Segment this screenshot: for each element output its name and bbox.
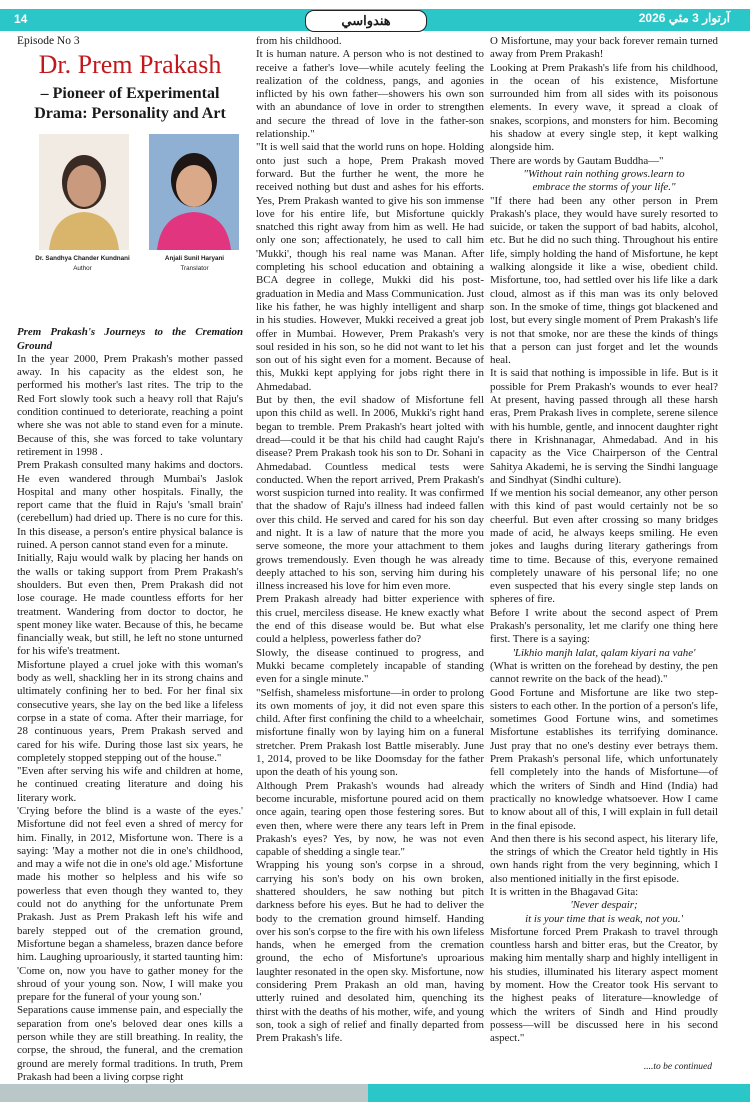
footer-bar bbox=[0, 1084, 750, 1102]
paragraph: (What is written on the forehead by destiny, the pen cannot rewrite on the back of the head)." bbox=[490, 659, 718, 686]
paragraph: There are words by Gautam Buddha—" bbox=[490, 154, 664, 167]
paragraph: "It is well said that the world runs on hope. Holding onto just such a hope, Prem Prakash moved forward. But the further he went, the more he received nothing but dust and ashes for his efforts. Yes, Prem Prakash wanted to give his son immense love for his entire life, but Misfortune quickly snatched this right away from him as well. He had only one son; affectionately, he used to call him 'Mukki', though his real name was Manan. After completing his school education and obtaining a BCA degree in college, Mukki did his post-graduation in Media and Mass Communication. Just like his father, he was highly intelligent and sharp in his studies. However, Mukki received a great job offer in Mumbai. However, Prem Prakash's very soul resided in his son, so he did not want to let his son out of his sight even for a moment. Because of this, Mukki kept applying for jobs right there in Ahmedabad. bbox=[256, 141, 484, 393]
footer-bar-left bbox=[0, 1084, 368, 1102]
author-role: Author bbox=[73, 265, 92, 273]
paragraph: Prem Prakash already had bitter experience with this cruel, merciless disease. He knew exactly what the end of this disease would be. But what else could a helpless, powerless father do? bbox=[256, 593, 484, 646]
paragraph: 'Crying before the blind is a waste of the eyes.' Misfortune did not feel even a shred of mercy for him. Finally, in 2012, Misfortune won. There is a saying: 'May a mother not die in one's childhood, and may a wife not die in one's old age.' Misfortune made his mother so helpless and his wife so powerless that even though they wanted to, they could not do anything for the unfortunate Prem Prakash. Just as Prem Prakash left his wife and barely stepped out of the cremation ground, Misfortune began a shameless, brazen dance before him. Laughing uproariously, it started taunting him: 'Come on, now you have to gather money for the shroud of your young son. Now, I will make you prepare for the funeral of your young son.' bbox=[17, 804, 243, 1004]
translator-role: Translator bbox=[180, 265, 209, 273]
paragraph: Before I write about the second aspect of Prem Prakash's personality, let me clarify one thing here first. There is a saying: bbox=[490, 606, 718, 646]
paragraph: If we mention his social demeanor, any other person with this kind of past would certainly not be so cheerful. But even after crossing so many bridges made of acid, he always keeps smiling. He even jokes and laughs during literary gatherings from time to time. Because of this, everyone remained completely unaware of his personal life; no one even suspected that his every single step lands on spheres of fire. bbox=[490, 487, 718, 606]
paragraph: Initially, Raju would walk by placing her hands on the walls or taking support from Prem Prakash's shoulders. But even then, Prem Prakash did not lose courage. He made countless efforts for her treatment. Wandering from doctor to doctor, he spent money like water. Because of this, he became financially weak, but still, he left no stone unturned for his wife's treatment. bbox=[17, 552, 243, 658]
paragraph: "If there had been any other person in Prem Prakash's place, they would have surely resorted to suicide, or taken the support of bad habits, alcohol, etc. But he did no such thing. Throughout his entire life, simply holding the hand of Misfortune, he kept walking alongside it like a wise, obedient child. Misfortune, too, had settled over his life like a dark cloud, almost as if this man was its only beloved son. In the smoke of time, things got blackened and lost, but every single moment of Prem Prakash's life is not that smoke, nor are these the kinds of things that a person can just forget and let the wounds heal. bbox=[490, 194, 718, 367]
paragraph: Good Fortune and Misfortune are like two step-sisters to each other. In the portion of a person's life, sometimes Good Fortune wins, and sometimes Misfortune establishes its terrifying dominance. Just pray that no one's destiny ever betrays them. Prem Prakash's personal life, which unfortunately fell completely into the hands of Misfortune—of which the writers of Sindh and Hind (India) had practically no knowledge whatsoever. How I came to know about all of this, I will explain in full detail in the final episode. bbox=[490, 686, 718, 832]
buddha-quote-line-2: embrace the storms of your life." bbox=[532, 181, 676, 194]
paragraph: And then there is his second aspect, his literary life, the strings of which the Creator held tightly in His own hands right from the very beginning, which I also mentioned initially in the first episode. bbox=[490, 832, 718, 885]
paragraph: O Misfortune, may your back forever remain turned away from Prem Prakash! bbox=[490, 35, 718, 61]
author-name: Dr. Sandhya Chander Kundnani bbox=[35, 255, 130, 263]
section-heading: Prem Prakash's Journeys to the Cremation Ground bbox=[17, 326, 243, 352]
col3-body-a bbox=[490, 35, 718, 168]
translator-name: Anjali Sunil Haryani bbox=[164, 255, 225, 263]
paragraph: Slowly, the disease continued to progress, and Mukki became completely incapable of standing even for a single minute." bbox=[256, 646, 484, 686]
author-photo bbox=[39, 134, 129, 250]
paragraph: "Selfish, shameless misfortune—in order to prolong its own moments of joy, it did not even spare this child. After first confining the child to a wheelchair, misfortune finally won by laying him on a funeral stretcher. Prem Prakash lost Battle miserably. June 1, 2014, proved to be like Doomsday for the father upon the death of his young son. bbox=[256, 686, 484, 779]
col3-body-b bbox=[490, 195, 718, 647]
gita-quote-line-2: it is your time that is weak, not you.' bbox=[525, 912, 683, 925]
article-column-1 bbox=[17, 35, 243, 1084]
col1-body bbox=[17, 353, 243, 1084]
photos-block bbox=[17, 134, 243, 326]
article-column-2 bbox=[256, 35, 484, 1046]
paragraph: Misfortune played a cruel joke with this woman's body as well, shackling her in its strong chains and ultimately confining her to bed. For her final six consecutive years, she lay on the bed like a lifeless corpse in a state of coma. After their marriage, for 28 continuous years, Prem Prakash served and cared for his wife. During those last six years, he completely stopped stepping out of the house." bbox=[17, 658, 243, 764]
paragraph: But by then, the evil shadow of Misfortune fell upon this child as well. In 2006, Mukki's right hand began to tremble. Prem Prakash's heart jolted with dread—could it be that his child had caught Raju's disease? Prem Prakash took his son to Dr. Sohani in Ahmedabad. Countless medical tests were conducted. When the report arrived, Prem Prakash's worst suspicion turned into reality. It was confirmed that the shadow of Raju's illness had indeed fallen over this child. He served and cared for his son day and night. It is a law of nature that the more you serve someone, the more your attachment to them grows tremendously. Even though he was already deeply attached to his son, serving him during his illness increased his love for him even more. bbox=[256, 394, 484, 593]
col2-body bbox=[256, 35, 484, 1046]
paragraph: Although Prem Prakash's wounds had already become incurable, misfortune poured acid on them once again, tearing open those festering sores. But even then, where were there any tears left in Prem Prakash's eyes? Yes, by now, he was not even capable of shedding a single tear." bbox=[256, 779, 484, 859]
paragraph: In the year 2000, Prem Prakash's mother passed away. In his capacity as the eldest son, he performed his mother's last rites. The trip to the Red Fort slowly took such a heavy roll that Raju's condition continued to deteriorate, reaching a point where she was not able to stand even for a minute. Because of this, she was forced to take voluntary retirement in 1998 . bbox=[17, 352, 243, 458]
paragraph: Separations cause immense pain, and especially the separation from one's beloved dear ones kills a person while they are still breathing. In reality, the corpse, the shroud, the funeral, and the cremation ground are merely formal traditions. In truth, Prem Prakash had been a living corpse right bbox=[17, 1004, 243, 1083]
paragraph: It is said that nothing is impossible in life. But is it possible for Prem Prakash's wounds to ever heal? At present, having passed through all these harsh eras, Prem Prakash lives in complete, serene silence with his humble, gentle, and innocent daughter right there in Krishnanagar, Ahmedabad. And in his capacity as the Vice Chairperson of the Central Sahitya Akademi, he is serving the Sindhi language and Sindhyat (Sindhi culture). bbox=[490, 367, 718, 486]
paragraph: Looking at Prem Prakash's life from his childhood, in the ocean of his existence, Misfortune surrounded him from all sides with its poisonous elements. In every wave, it spread a cloak of snakes, scorpions, and monsters for him. Becoming his shadow at every single step, it kept walking alongside him. bbox=[490, 61, 718, 154]
masthead-logo: هندواسي bbox=[305, 10, 427, 32]
article-title: Dr. Prem Prakash bbox=[38, 50, 222, 80]
col3-body-c bbox=[490, 660, 718, 899]
article-subtitle: – Pioneer of Experimental Drama: Personality and Art bbox=[34, 85, 226, 123]
gita-quote-line-1: 'Never despair; bbox=[570, 899, 638, 912]
paragraph: It is written in the Bhagavad Gita: bbox=[490, 886, 639, 898]
paragraph: It is human nature. A person who is not destined to receive a father's love—while acutely feeling the realization of the coldness, pangs, and agonies inflicted by his own father—showers his own son with an abundance of love in order to strengthen and secure the thread of love in the father-son relationship." bbox=[256, 48, 484, 141]
paragraph: Misfortune forced Prem Prakash to travel through countless harsh and bitter eras, but the Creator, by making him mentally sharp and highly intelligent in his studies, illuminated his literary aspect moment by moment. How the Creator took His servant to the highest peaks of literature—knowledge of which the writers of Sindh and Hind proudly possess—will be discussed here in his second aspect." bbox=[490, 925, 718, 1045]
continued-note: ....to be continued bbox=[643, 1062, 712, 1072]
episode-label: Episode No 3 bbox=[17, 35, 80, 47]
buddha-quote-line-1: "Without rain nothing grows.learn to bbox=[523, 167, 685, 180]
translator-photo bbox=[149, 134, 239, 250]
article-column-3 bbox=[490, 35, 718, 1046]
paragraph: "Even after serving his wife and children at home, he continued creating literature and doing his literary work. bbox=[17, 765, 243, 804]
paragraph: from his childhood. bbox=[256, 35, 342, 47]
page-number: 14 bbox=[14, 12, 28, 26]
paragraph: Wrapping his young son's corpse in a shroud, carrying his son's body on his own broken, shattered shoulders, he saw nothing but pitch darkness before his eyes. But he had to deliver the body to the cremation ground himself. Handing over his son's corpse to the fire with his own lifeless hands, when he emerged from the cremation ground, the echo of Misfortune's uproarious laughter resonated in the open sky. Misfortune, now considering Prem Prakash an old man, having utterly ruined and desolated him, quenching its thirst with the deaths of his mother, wife, and young son, took a sigh of relief and finally departed from Prem Prakash's life. bbox=[256, 859, 484, 1045]
col3-body-d bbox=[490, 926, 718, 1046]
sindhi-saying: 'Likhio manjh lalat, qalam kiyari na vahe' bbox=[512, 646, 696, 659]
header-date: آرتوار 3 مئي 2026 bbox=[638, 11, 730, 25]
paragraph: Prem Prakash consulted many hakims and doctors. He even wandered through Mumbai's Jaslok Hospital and many other hospitals. Finally, the report came that the fluid in Raju's 'small brain' (cerebellum) had dried up. There is no cure for this. In this disease, a person's entire physical balance is ruined. A person cannot stand even for a minute. bbox=[17, 459, 243, 552]
